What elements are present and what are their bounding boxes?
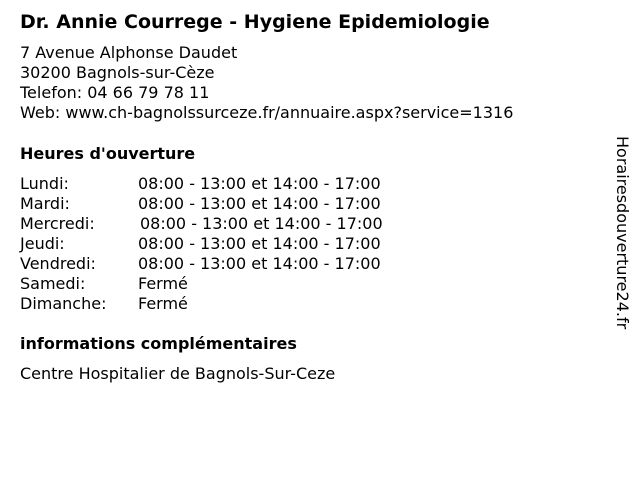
day-label: Dimanche: xyxy=(20,294,107,313)
day-label: Vendredi: xyxy=(20,254,96,273)
time-value: 08:00 - 13:00 et 14:00 - 17:00 xyxy=(138,174,381,193)
hours-row-dimanche xyxy=(20,294,440,314)
site-watermark: Horairesdouverture24.fr xyxy=(613,136,632,330)
hours-row-jeudi xyxy=(20,234,440,254)
time-value: Fermé xyxy=(138,274,188,293)
address-block xyxy=(20,43,513,123)
day-label: Mardi: xyxy=(20,194,70,213)
additional-info-heading: informations complémentaires xyxy=(20,334,297,353)
additional-info-text: Centre Hospitalier de Bagnols-Sur-Ceze xyxy=(20,364,336,383)
day-label: Samedi: xyxy=(20,274,86,293)
hours-row-mercredi xyxy=(20,214,440,234)
hours-row-samedi xyxy=(20,274,440,294)
day-label: Jeudi: xyxy=(20,234,65,253)
hours-row-lundi xyxy=(20,174,440,194)
time-value: 08:00 - 13:00 et 14:00 - 17:00 xyxy=(138,254,381,273)
time-value: Fermé xyxy=(138,294,188,313)
hours-row-mardi xyxy=(20,194,440,214)
time-value: 08:00 - 13:00 et 14:00 - 17:00 xyxy=(138,194,381,213)
opening-hours-table xyxy=(20,174,440,314)
day-label: Lundi: xyxy=(20,174,69,193)
website-link: Web: www.ch-bagnolssurceze.fr/annuaire.aspx?service=1316 xyxy=(20,103,514,122)
opening-hours-heading: Heures d'ouverture xyxy=(20,144,196,163)
address-city: 30200 Bagnols-sur-Cèze xyxy=(20,63,215,82)
time-value: 08:00 - 13:00 et 14:00 - 17:00 xyxy=(138,234,381,253)
page-title: Dr. Annie Courrege - Hygiene Epidemiologie xyxy=(20,11,490,33)
hours-row-vendredi xyxy=(20,254,440,274)
day-label: Mercredi: xyxy=(20,214,95,233)
address-street: 7 Avenue Alphonse Daudet xyxy=(20,43,238,62)
phone-number: Telefon: 04 66 79 78 11 xyxy=(20,83,210,102)
time-value: 08:00 - 13:00 et 14:00 - 17:00 xyxy=(140,214,383,233)
